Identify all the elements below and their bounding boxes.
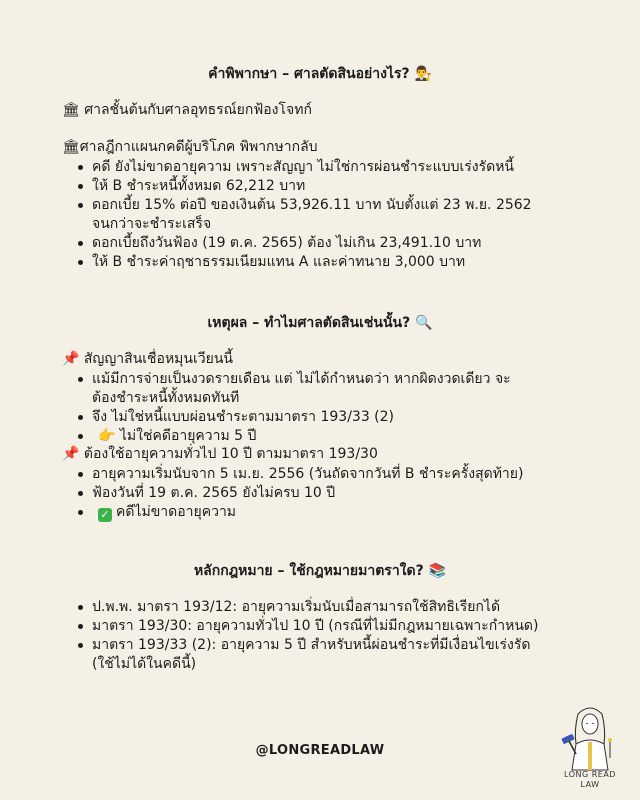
list-item: มาตรา 193/30: อายุความทั่วไป 10 ปี (กรณีที่ไม่มีกฎหมายเฉพาะกำหนด) [76,617,538,636]
list-item-text: คดีไม่ขาดอายุความ [116,504,237,520]
list-item: ให้ B ชำระค่าฤชาธรรมเนียมแทน A และค่าทนาย 3,000 บาท [76,253,532,272]
list-item: มาตรา 193/33 (2): อายุความ 5 ปี สำหรับหนี้ผ่อนชำระที่มีเงื่อนไขเร่งรัด [76,636,538,655]
court-of-first-instance-line: 🏛 ศาลชั้นต้นกับศาลอุทธรณ์ยกฟ้องโจทก์ [62,102,312,118]
reason-point-2: 📌 ต้องใช้อายุความทั่วไป 10 ปี ตามมาตรา 193/30 [62,446,378,462]
reason-point-1: 📌 สัญญาสินเชื่อหมุนเวียนนี้ [62,351,233,367]
list-item: ให้ B ชำระหนี้ทั้งหมด 62,212 บาท [76,177,532,196]
list-item-continuation: (ใช้ไม่ได้ในคดีนี้) [92,656,197,672]
list-item-continuation: จนกว่าจะชำระเสร็จ [92,216,212,232]
legal-principle-list [76,598,538,674]
check-mark-icon: ✓ [98,508,112,522]
judgment-list [76,158,532,272]
list-item: อายุความเริ่มนับจาก 5 เม.ย. 2556 (วันถัดจากวันที่ B ชำระครั้งสุดท้าย) [76,465,523,484]
logo-text-line1: LONG READ [564,770,616,779]
list-item: ดอกเบี้ยถึงวันฟ้อง (19 ต.ค. 2565) ต้อง ไม่เกิน 23,491.10 บาท [76,234,532,253]
list-item: ดอกเบี้ย 15% ต่อปี ของเงินต้น 53,926.11 บาท นับตั้งแต่ 23 พ.ย. 2562 [76,196,532,215]
supreme-court-line: 🏛ศาลฎีกาแผนกคดีผู้บริโภค พิพากษากลับ [62,139,318,155]
section-title-judgment: คำพิพากษา – ศาลตัดสินอย่างไร? 👨‍⚖️ [208,66,432,82]
section-title-reasoning: เหตุผล – ทำไมศาลตัดสินเช่นนั้น? 🔍 [207,315,433,331]
list-item: ฟ้องวันที่ 19 ต.ค. 2565 ยังไม่ครบ 10 ปี [76,484,523,503]
list-item-check [76,503,523,522]
reason-list-1 [76,370,511,446]
section-title-legal-principle: หลักกฎหมาย – ใช้กฎหมายมาตราใด? 📚 [193,563,447,579]
list-item: ป.พ.พ. มาตรา 193/12: อายุความเริ่มนับเมื่อสามารถใช้สิทธิเรียกได้ [76,598,538,617]
list-item: คดี ยังไม่ขาดอายุความ เพราะสัญญา ไม่ใช่การผ่อนชำระแบบเร่งรัดหนี้ [76,158,532,177]
reason-list-2 [76,465,523,522]
logo-text-line2: LAW [580,780,600,789]
list-item-continuation: ต้องชำระหนี้ทั้งหมดทันที [92,390,240,406]
footer-handle: @LONGREADLAW [255,743,385,758]
list-item: จึง ไม่ใช่หนี้แบบผ่อนชำระตามมาตรา 193/33 (2) [76,408,511,427]
list-item: 👉 ไม่ใช่คดีอายุความ 5 ปี [76,427,511,446]
list-item: แม้มีการจ่ายเป็นงวดรายเดือน แต่ ไม่ได้กำหนดว่า หากผิดงวดเดียว จะ [76,370,511,389]
